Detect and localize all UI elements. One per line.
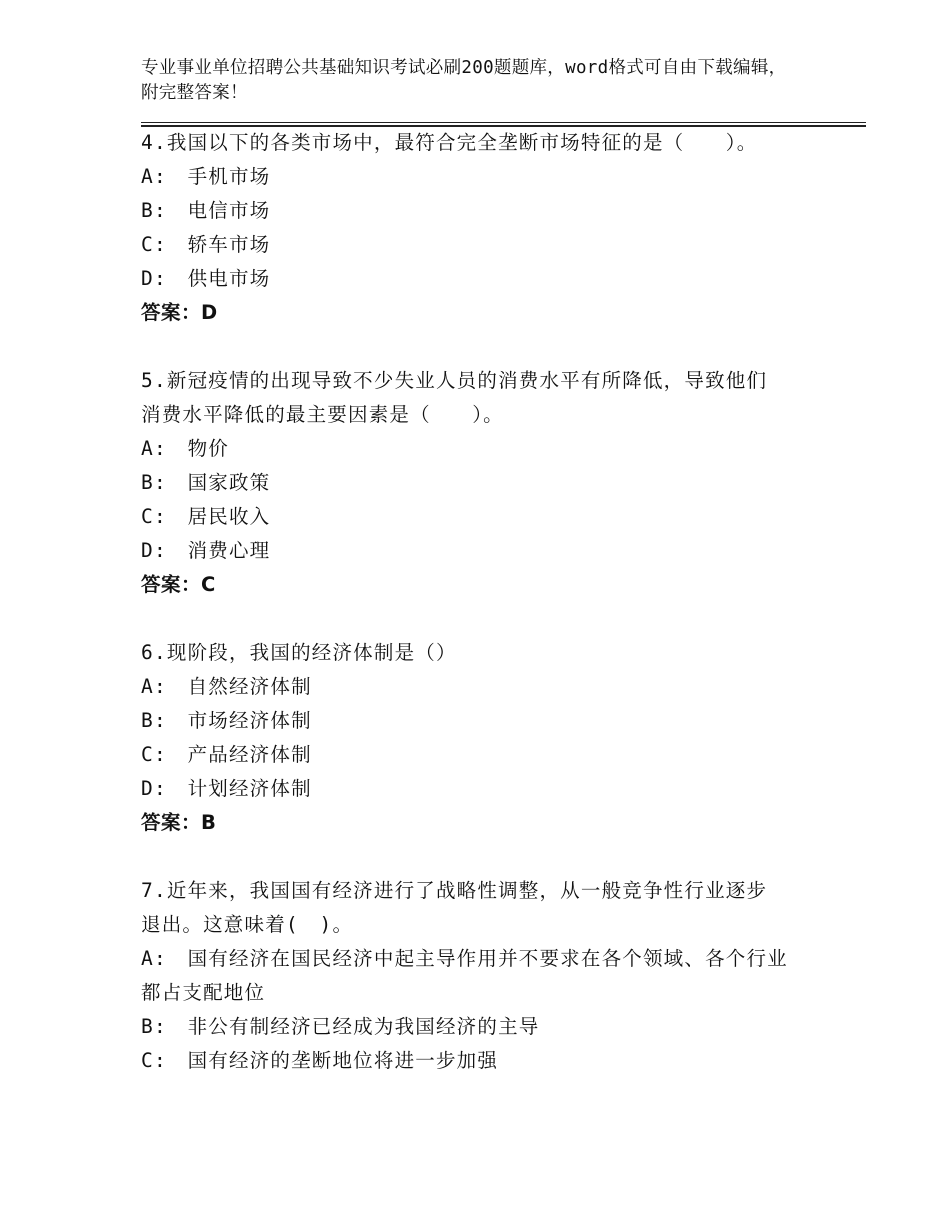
question-5: [141, 364, 821, 602]
option-b: B: 电信市场: [141, 199, 271, 222]
question-stem: 5.新冠疫情的出现导致不少失业人员的消费水平有所降低，导致他们: [141, 369, 768, 392]
option-c: C: 国有经济的垄断地位将进一步加强: [141, 1049, 499, 1072]
question-4: [141, 126, 821, 330]
option-a: A: 物价: [141, 437, 229, 460]
option-d: D: 计划经济体制: [141, 777, 312, 800]
option-d: D: 供电市场: [141, 267, 271, 290]
answer-label: 答案：D: [141, 301, 218, 324]
question-6: [141, 636, 821, 840]
question-stem: 7.近年来，我国国有经济进行了战略性调整，从一般竞争性行业逐步: [141, 879, 768, 902]
answer-label: 答案：B: [141, 811, 217, 834]
option-c: C: 轿车市场: [141, 233, 271, 256]
answer-label: 答案：C: [141, 573, 216, 596]
question-7: [141, 874, 821, 1078]
question-stem-continued: 消费水平降低的最主要因素是（ ）。: [141, 403, 504, 426]
option-b: B: 市场经济体制: [141, 709, 312, 732]
option-c: C: 产品经济体制: [141, 743, 312, 766]
option-a: A: 自然经济体制: [141, 675, 312, 698]
option-a-continued: 都占支配地位: [141, 981, 266, 1004]
question-stem: 4.我国以下的各类市场中，最符合完全垄断市场特征的是（ ）。: [141, 131, 758, 154]
option-b: B: 国家政策: [141, 471, 271, 494]
option-a: A: 手机市场: [141, 165, 271, 188]
option-a: A: 国有经济在国民经济中起主导作用并不要求在各个领域、各个行业: [141, 947, 788, 970]
question-stem-continued: 退出。这意味着( )。: [141, 913, 354, 936]
question-stem: 6.现阶段，我国的经济体制是（）: [141, 641, 457, 664]
header-divider-thin: [141, 122, 866, 123]
option-d: D: 消费心理: [141, 539, 271, 562]
question-list: [141, 126, 821, 1078]
option-c: C: 居民收入: [141, 505, 271, 528]
option-b: B: 非公有制经济已经成为我国经济的主导: [141, 1015, 540, 1038]
document-header: 专业事业单位招聘公共基础知识考试必刷200题题库，word格式可自由下载编辑，附完整答案！: [141, 58, 787, 103]
